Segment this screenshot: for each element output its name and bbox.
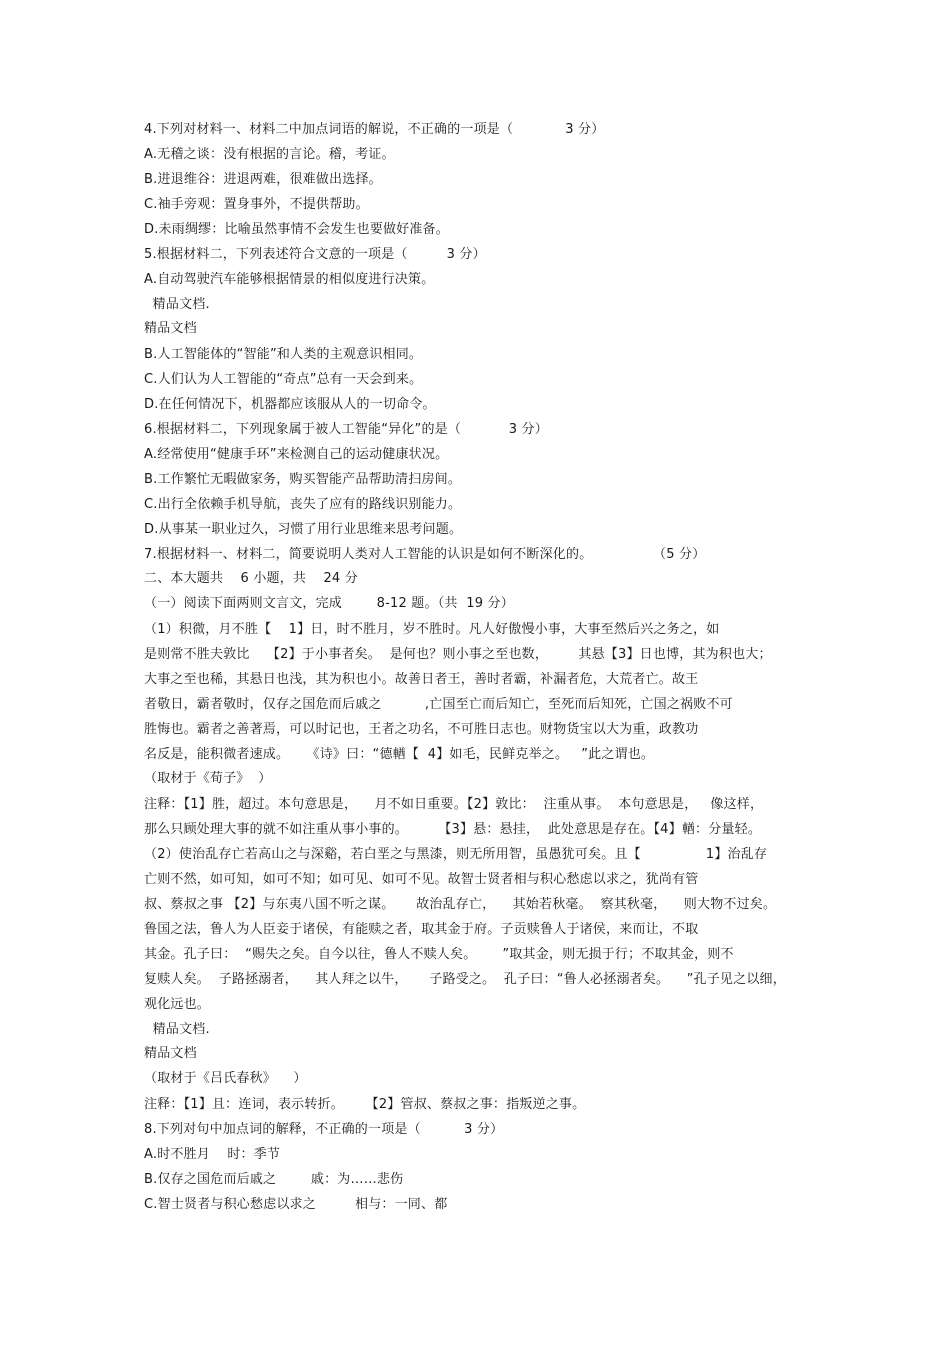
passage-1-line: 胜悔也。霸者之善著焉，可以时记也，王者之功名，不可胜日志也。财物货宝以大为重，政教功	[144, 722, 699, 737]
passage-1-line: 者敬日，霸者敬时，仅存之国危而后戚之 ,亡国至亡而后知亡，至死而后知死，亡国之祸败不可	[144, 697, 733, 712]
question-7-stem: 7.根据材料一、材料二，简要说明人类对人工智能的认识是如何不断深化的。 （5 分）	[144, 547, 706, 562]
q4-option-c: C.袖手旁观：置身事外，不提供帮助。	[144, 197, 369, 212]
passage-2-line: 其金。孔子曰： “赐失之矣。自今以往，鲁人不赎人矣。 ”取其金，则无损于行；不取其金，则不	[144, 947, 734, 962]
passage-2-source: （取材于《吕氏春秋》 ）	[144, 1071, 307, 1086]
question-5-stem: 5.根据材料二，下列表述符合文意的一项是（ 3 分）	[144, 247, 486, 262]
passage-1-notes: 那么只顾处理大事的就不如注重从事小事的。 【3】悬：悬挂， 此处意思是存在。【4】輶：分量轻。	[144, 822, 762, 837]
watermark-text: 精品文档	[144, 321, 197, 336]
question-8-stem: 8.下列对句中加点词的解释，不正确的一项是（ 3 分）	[144, 1122, 504, 1137]
watermark-text: 精品文档	[144, 1046, 197, 1061]
q4-option-a: A.无稽之谈：没有根据的言论。稽，考证。	[144, 147, 395, 162]
q5-option-d: D.在任何情况下，机器都应该服从人的一切命令。	[144, 397, 436, 412]
passage-2-line: 鲁国之法，鲁人为人臣妾于诸侯，有能赎之者，取其金于府。子贡赎鲁人于诸侯，来而让，不取	[144, 922, 699, 937]
passage-2-line: （2）使治乱存亡若高山之与深谿，若白垩之与黑漆，则无所用智，虽愚犹可矣。且【 1】治乱存	[144, 847, 768, 862]
q8-option-b: B.仅存之国危而后戚之 戚：为……悲伤	[144, 1172, 404, 1187]
q4-option-b: B.进退维谷：进退两难，很难做出选择。	[144, 172, 382, 187]
q6-option-a: A.经常使用“健康手环”来检测自己的运动健康状况。	[144, 447, 449, 462]
q5-option-c: C.人们认为人工智能的“奇点”总有一天会到来。	[144, 372, 423, 387]
passage-2-notes: 注释：【1】且：连词，表示转折。 【2】管叔、蔡叔之事：指叛逆之事。	[144, 1097, 586, 1112]
watermark-text: 精品文档.	[144, 1022, 210, 1037]
passage-2-line: 亡则不然，如可知，如可不知；如可见、如可不见。故智士贤者相与积心愁虑以求之，犹尚有管	[144, 872, 699, 887]
question-6-stem: 6.根据材料二，下列现象属于被人工智能“异化”的是（ 3 分）	[144, 422, 548, 437]
passage-2-line: 叔、蔡叔之事 【2】与东夷八国不听之谋。 故治乱存亡， 其始若秋毫。 察其秋毫， 则大物不过矣。	[144, 897, 777, 912]
q6-option-d: D.从事某一职业过久，习惯了用行业思维来思考问题。	[144, 522, 463, 537]
q6-option-b: B.工作繁忙无暇做家务，购买智能产品帮助清扫房间。	[144, 472, 462, 487]
passage-1-line: 是则常不胜夫敦比 【2】于小事者矣。 是何也？则小事之至也数， 其悬【3】日也博，其为积也大；	[144, 647, 772, 662]
passage-2-line: 复赎人矣。 子路拯溺者， 其人拜之以牛， 子路受之。 孔子曰：“鲁人必拯溺者矣。 ”孔子见之以细，	[144, 972, 786, 987]
passage-1-source: （取材于《荀子》 ）	[144, 771, 272, 786]
q8-option-c: C.智士贤者与积心愁虑以求之 相与：一同、都	[144, 1197, 448, 1212]
q5-option-a: A.自动驾驶汽车能够根据情景的相似度进行决策。	[144, 272, 435, 287]
question-4-stem: 4.下列对材料一、材料二中加点词语的解说，不正确的一项是（ 3 分）	[144, 122, 605, 137]
passage-2-line: 观化远也。	[144, 997, 211, 1012]
watermark-text: 精品文档.	[144, 297, 210, 312]
q6-option-c: C.出行全依赖手机导航，丧失了应有的路线识别能力。	[144, 497, 462, 512]
passage-1-line: 大事之至也稀，其悬日也浅，其为积也小。故善日者王，善时者霸，补漏者危，大荒者亡。故王	[144, 672, 699, 687]
q5-option-b: B.人工智能体的“智能”和人类的主观意识相同。	[144, 347, 423, 362]
q4-option-d: D.未雨绸缪：比喻虽然事情不会发生也要做好准备。	[144, 222, 449, 237]
passage-1-notes: 注释：【1】胜，超过。本句意思是， 月不如日重要。【2】敦比： 注重从事。 本句意思是， 像这样，	[144, 797, 764, 812]
section-heading: 二、本大题共 6 小题，共 24 分	[144, 571, 358, 586]
passage-1-line: 名反是，能积微者速成。 《诗》曰：“德輶【 4】如毛，民鲜克举之。 ”此之谓也。	[144, 747, 655, 762]
q8-option-a: A.时不胜月 时：季节	[144, 1147, 281, 1162]
passage-1-line: （1）积微，月不胜【 1】日，时不胜月，岁不胜时。凡人好傲慢小事，大事至然后兴之务之，如	[144, 622, 720, 637]
reading-instruction: （一）阅读下面两则文言文，完成 8-12 题。（共 19 分）	[144, 596, 514, 611]
